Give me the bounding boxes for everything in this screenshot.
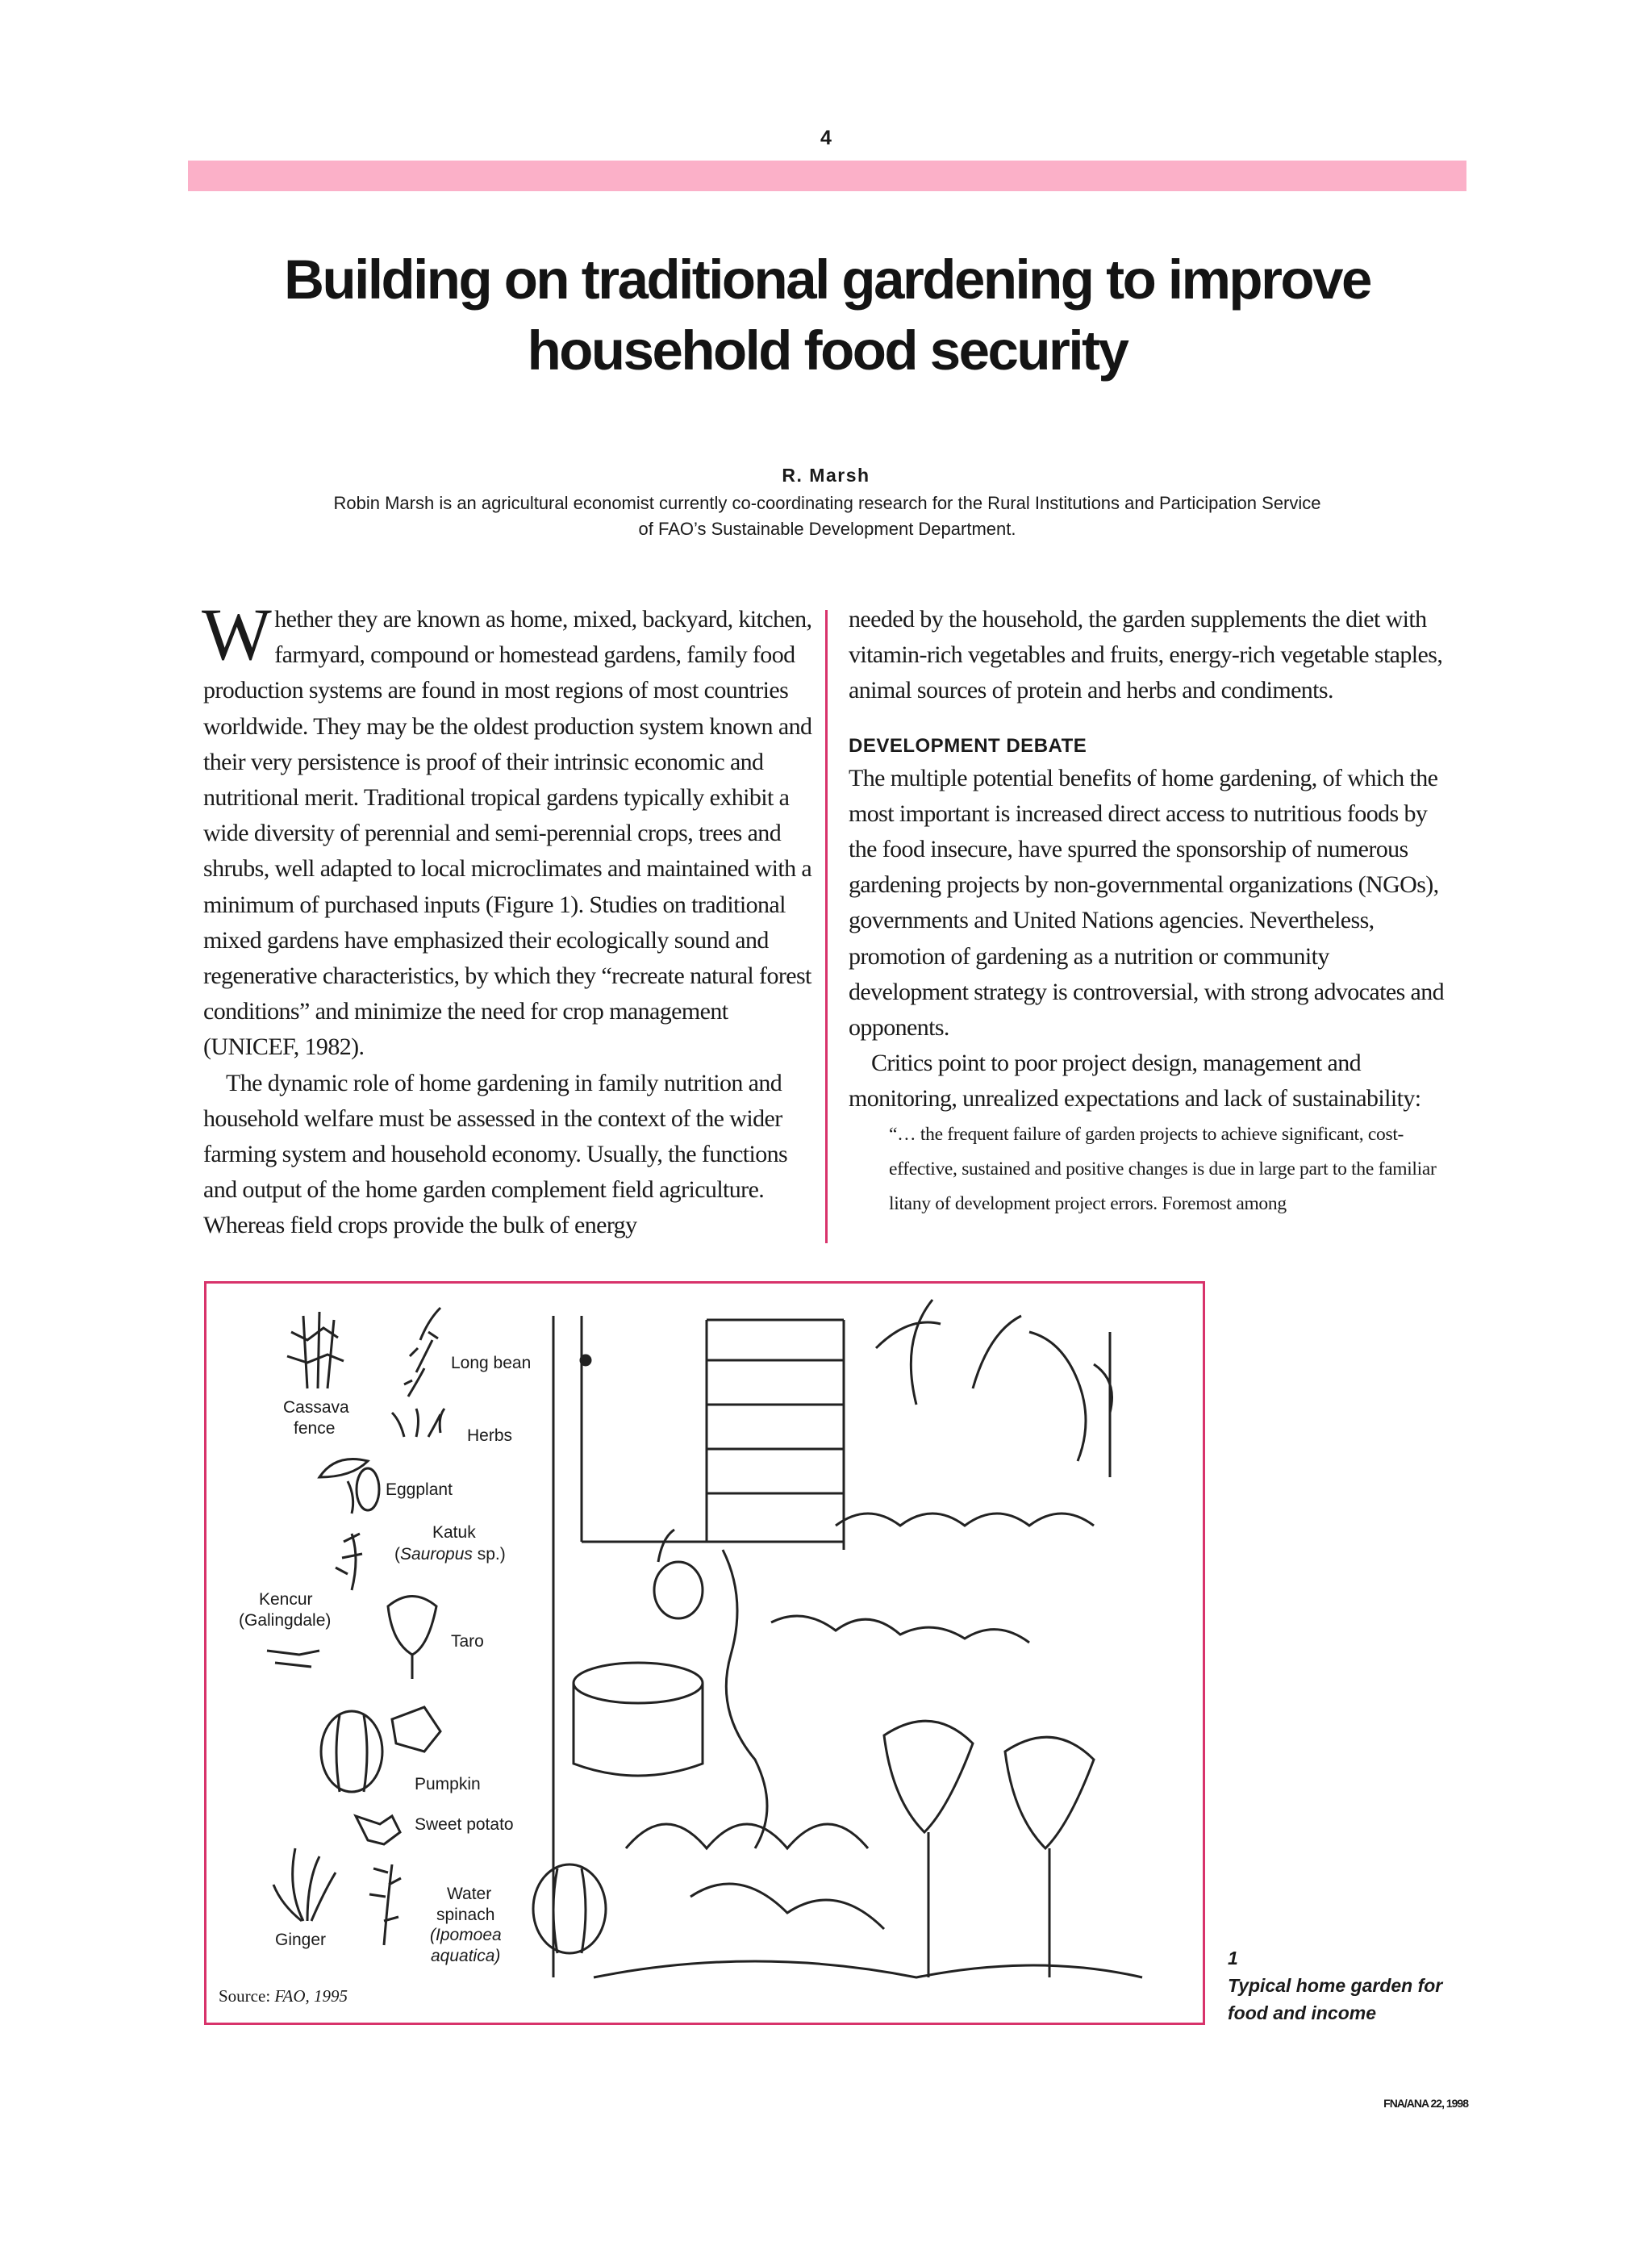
author-bio-line-2: of FAO’s Sustainable Development Department. [638, 519, 1016, 539]
author-name: R. Marsh [782, 465, 870, 486]
source-reference: FAO, 1995 [274, 1986, 348, 2006]
paragraph-2: The dynamic role of home gardening in family nutrition and household welfare must be assessed in the context of the wider farming system and household economy. Usually, the functions and output of the home garden complement field agriculture. Whereas field crops provide the bulk of energy [203, 1069, 788, 1239]
label-sweet-potato: Sweet potato [415, 1815, 514, 1834]
journal-reference: FNA/ANA 22, 1998 [1383, 2097, 1468, 2110]
eggplant-icon [319, 1459, 379, 1514]
header-band [188, 161, 1466, 191]
label-kencur: Kencur [259, 1590, 313, 1609]
source-label: Source: [219, 1986, 271, 2006]
left-column [202, 593, 816, 1244]
herbs-icon [392, 1409, 444, 1437]
drop-cap: W [202, 593, 272, 675]
section-heading: DEVELOPMENT DEBATE [849, 734, 1087, 757]
title-line-2: household food security [527, 319, 1128, 382]
caption-line-2: food and income [1228, 2002, 1376, 2023]
label-galingdale: (Galingdale) [239, 1611, 332, 1630]
label-taro: Taro [451, 1632, 484, 1651]
right-column [849, 602, 1446, 1221]
column-divider [825, 610, 828, 1243]
label-katuk: Katuk [432, 1523, 476, 1542]
garden-scene [533, 1300, 1142, 1977]
label-ipomoea: (Ipomoea [430, 1926, 502, 1944]
figure-1 [204, 1281, 1205, 2025]
title-line-1: Building on traditional gardening to improve [284, 248, 1370, 311]
label-long-bean: Long bean [451, 1354, 532, 1372]
katuk-sci-open: ( [394, 1545, 400, 1564]
block-quote: “… the frequent failure of garden projects to achieve significant, cost-effective, sustained and positive changes is due in large part to the familiar litany of development project errors. Foremost among [889, 1123, 1437, 1214]
katuk-icon [336, 1534, 362, 1590]
page-number: 4 [820, 127, 832, 149]
long-bean-icon [404, 1308, 440, 1397]
figure-caption [1228, 1944, 1486, 2027]
label-water: Water [447, 1885, 492, 1903]
label-cassava: Cassava [283, 1398, 349, 1417]
author-bio-line-1: Robin Marsh is an agricultural economist currently co-coordinating research for the Rural Institutions and Participation Service [333, 493, 1321, 513]
paragraph-3: needed by the household, the garden supplements the diet with vitamin-rich vegetables and fruits, energy-rich vegetable staples, animal sources of protein and herbs and condiments. [849, 606, 1443, 704]
cassava-icon [287, 1312, 344, 1388]
paragraph-5: Critics point to poor project design, management and monitoring, unrealized expectations and lack of sustainability: [849, 1050, 1421, 1113]
label-aquatica: aquatica) [431, 1947, 501, 1965]
label-ginger: Ginger [275, 1931, 327, 1949]
caption-number: 1 [1228, 1948, 1238, 1969]
kencur-icon [267, 1651, 319, 1667]
paragraph-1-text: hether they are known as home, mixed, backyard, kitchen, farmyard, compound or homestead gardens, family food production systems are found in most regions of most countries worldwide. They may be the oldest production system known and their very persistence is proof of their intrinsic economic and nutritional merit. Traditional tropical gardens typically exhibit a wide diversity of perennial and semi-perennial crops, trees and shrubs, well adapted to local microclimates and maintained with a minimum of purchased inputs (Figure 1). Studies on traditional mixed gardens have emphasized their ecologically sound and regenerative characteristics, by which they “recreate natural forest conditions” and minimize the need for crop management (UNICEF, 1982). [203, 606, 812, 1061]
katuk-sci-close: sp.) [472, 1545, 506, 1564]
label-pumpkin: Pumpkin [415, 1775, 481, 1793]
author-bio [188, 491, 1466, 542]
label-herbs: Herbs [467, 1426, 513, 1445]
label-spinach: spinach [436, 1906, 495, 1924]
paragraph-1 [202, 593, 816, 1066]
sweet-potato-icon [356, 1816, 400, 1844]
water-spinach-icon [369, 1864, 401, 1945]
caption-line-1: Typical home garden for [1228, 1975, 1443, 1996]
garden-illustration [206, 1284, 1203, 2023]
label-katuk-scientific [394, 1545, 506, 1564]
article-title [188, 244, 1466, 386]
taro-icon [388, 1597, 436, 1680]
label-eggplant: Eggplant [386, 1480, 453, 1499]
ginger-icon [273, 1848, 336, 1921]
paragraph-4: The multiple potential benefits of home gardening, of which the most important is increased direct access to nutritious foods by the food insecure, have spurred the sponsorship of numerous gardening projects by non-governmental organizations (NGOs), governments and United Nations agencies. Nevertheless, promotion of gardening as a nutrition or community development strategy is controversial, with strong advocates and opponents. [849, 764, 1445, 1042]
figure-source [219, 1986, 348, 2006]
label-fence: fence [294, 1419, 336, 1438]
katuk-sci-genus: Sauropus [400, 1545, 473, 1564]
